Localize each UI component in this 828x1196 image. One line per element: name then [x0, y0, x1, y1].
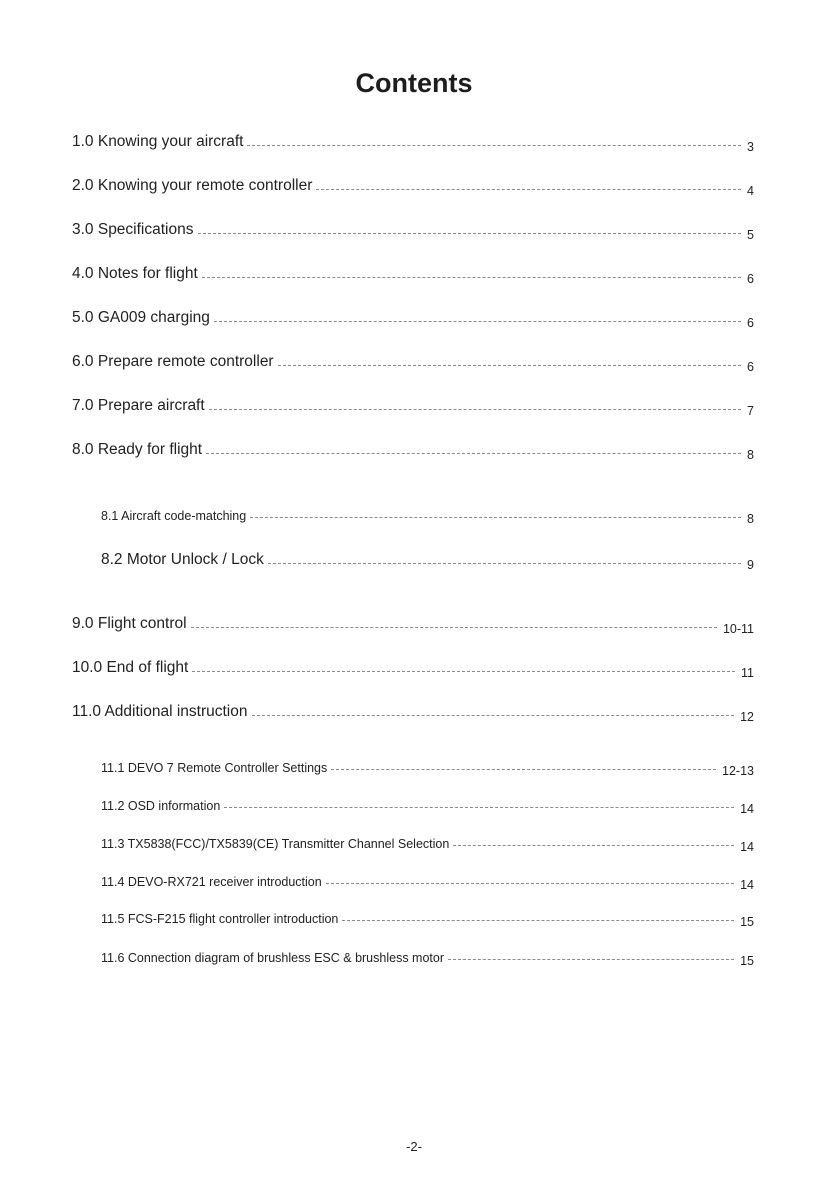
toc-page-number: 6 [747, 272, 754, 286]
toc-page-number: 14 [740, 840, 754, 854]
toc-entry-11-2[interactable] [101, 795, 754, 816]
toc-page-number: 14 [740, 878, 754, 892]
toc-entry-2-0[interactable] [72, 173, 754, 198]
toc-entry-6-0[interactable] [72, 349, 754, 374]
toc-page-number: 9 [747, 558, 754, 572]
dotted-leader [202, 277, 741, 278]
toc-page-number: 11 [741, 666, 754, 680]
toc-page-number: 3 [747, 140, 754, 154]
toc-entry-label: 8.1 Aircraft code-matching [101, 509, 247, 523]
toc-entry-label: 8.0 Ready for flight [72, 441, 203, 458]
toc-entry-11-1[interactable] [101, 757, 754, 778]
toc-entry-label: 2.0 Knowing your remote controller [72, 177, 313, 194]
toc-page-number: 10-11 [722, 622, 754, 636]
dotted-leader [198, 233, 742, 234]
toc-entry-11-3[interactable] [101, 833, 754, 854]
toc-entry-11-4[interactable] [101, 871, 754, 892]
toc-entry-label: 6.0 Prepare remote controller [72, 353, 274, 370]
toc-page-number: 12 [740, 710, 754, 724]
toc-page-number: 12-13 [722, 764, 754, 778]
toc-page-number: 4 [747, 184, 754, 198]
dotted-leader [268, 563, 741, 564]
toc-entry-label: 5.0 GA009 charging [72, 309, 210, 326]
toc-page-number: 15 [740, 954, 754, 968]
dotted-leader [326, 883, 734, 884]
dotted-leader [206, 453, 741, 454]
dotted-leader [224, 807, 734, 808]
dotted-leader [331, 769, 716, 770]
dotted-leader [453, 845, 734, 846]
dotted-leader [252, 715, 735, 716]
toc-entry-4-0[interactable] [72, 261, 754, 286]
toc-page-number: 14 [740, 802, 754, 816]
dotted-leader [209, 409, 741, 410]
toc-entry-7-0[interactable] [72, 393, 754, 418]
toc-page-number: 6 [747, 360, 754, 374]
toc-entry-label: 1.0 Knowing your aircraft [72, 133, 244, 150]
toc-entry-8-0[interactable] [72, 437, 754, 462]
toc-entry-label: 8.2 Motor Unlock / Lock [101, 551, 264, 568]
toc-entry-3-0[interactable] [72, 217, 754, 242]
page-number-footer: -2- [406, 1139, 422, 1154]
dotted-leader [214, 321, 741, 322]
toc-entry-label: 11.6 Connection diagram of brushless ESC & brushless motor [101, 951, 444, 965]
dotted-leader [247, 145, 741, 146]
dotted-leader [342, 920, 734, 921]
toc-entry-label: 10.0 End of flight [72, 659, 189, 676]
toc-entry-9-0[interactable] [72, 611, 754, 636]
page-title: Contents [355, 68, 473, 98]
toc-entry-label: 11.4 DEVO-RX721 receiver introduction [101, 875, 322, 889]
toc-entry-11-6[interactable] [101, 947, 754, 968]
toc-entry-8-1[interactable] [101, 505, 754, 526]
toc-entry-1-0[interactable] [72, 129, 754, 154]
toc-entry-11-5[interactable] [101, 908, 754, 929]
toc-entry-10-0[interactable] [72, 655, 754, 680]
toc-entry-label: 11.3 TX5838(FCC)/TX5839(CE) Transmitter Channel Selection [101, 837, 450, 851]
toc-page-number: 8 [747, 512, 754, 526]
toc-entry-5-0[interactable] [72, 305, 754, 330]
toc-entry-label: 3.0 Specifications [72, 221, 194, 238]
toc-entry-label: 7.0 Prepare aircraft [72, 397, 205, 414]
dotted-leader [316, 189, 741, 190]
dotted-leader [448, 959, 734, 960]
toc-page-number: 8 [747, 448, 754, 462]
toc-page-number: 5 [747, 228, 754, 242]
toc-entry-label: 11.0 Additional instruction [72, 703, 248, 720]
dotted-leader [250, 517, 741, 518]
toc-entry-label: 11.2 OSD information [101, 799, 221, 813]
toc-entry-label: 11.5 FCS-F215 flight controller introduction [101, 912, 339, 926]
toc-entry-8-2[interactable] [101, 547, 754, 572]
toc-page-number: 6 [747, 316, 754, 330]
dotted-leader [191, 627, 717, 628]
toc-entry-label: 9.0 Flight control [72, 615, 187, 632]
dotted-leader [278, 365, 741, 366]
dotted-leader [192, 671, 735, 672]
toc-entry-11-0[interactable] [72, 699, 754, 724]
toc-entry-label: 4.0 Notes for flight [72, 265, 198, 282]
toc-page-number: 7 [747, 404, 754, 418]
toc-entry-label: 11.1 DEVO 7 Remote Controller Settings [101, 761, 328, 775]
toc-page-number: 15 [740, 915, 754, 929]
